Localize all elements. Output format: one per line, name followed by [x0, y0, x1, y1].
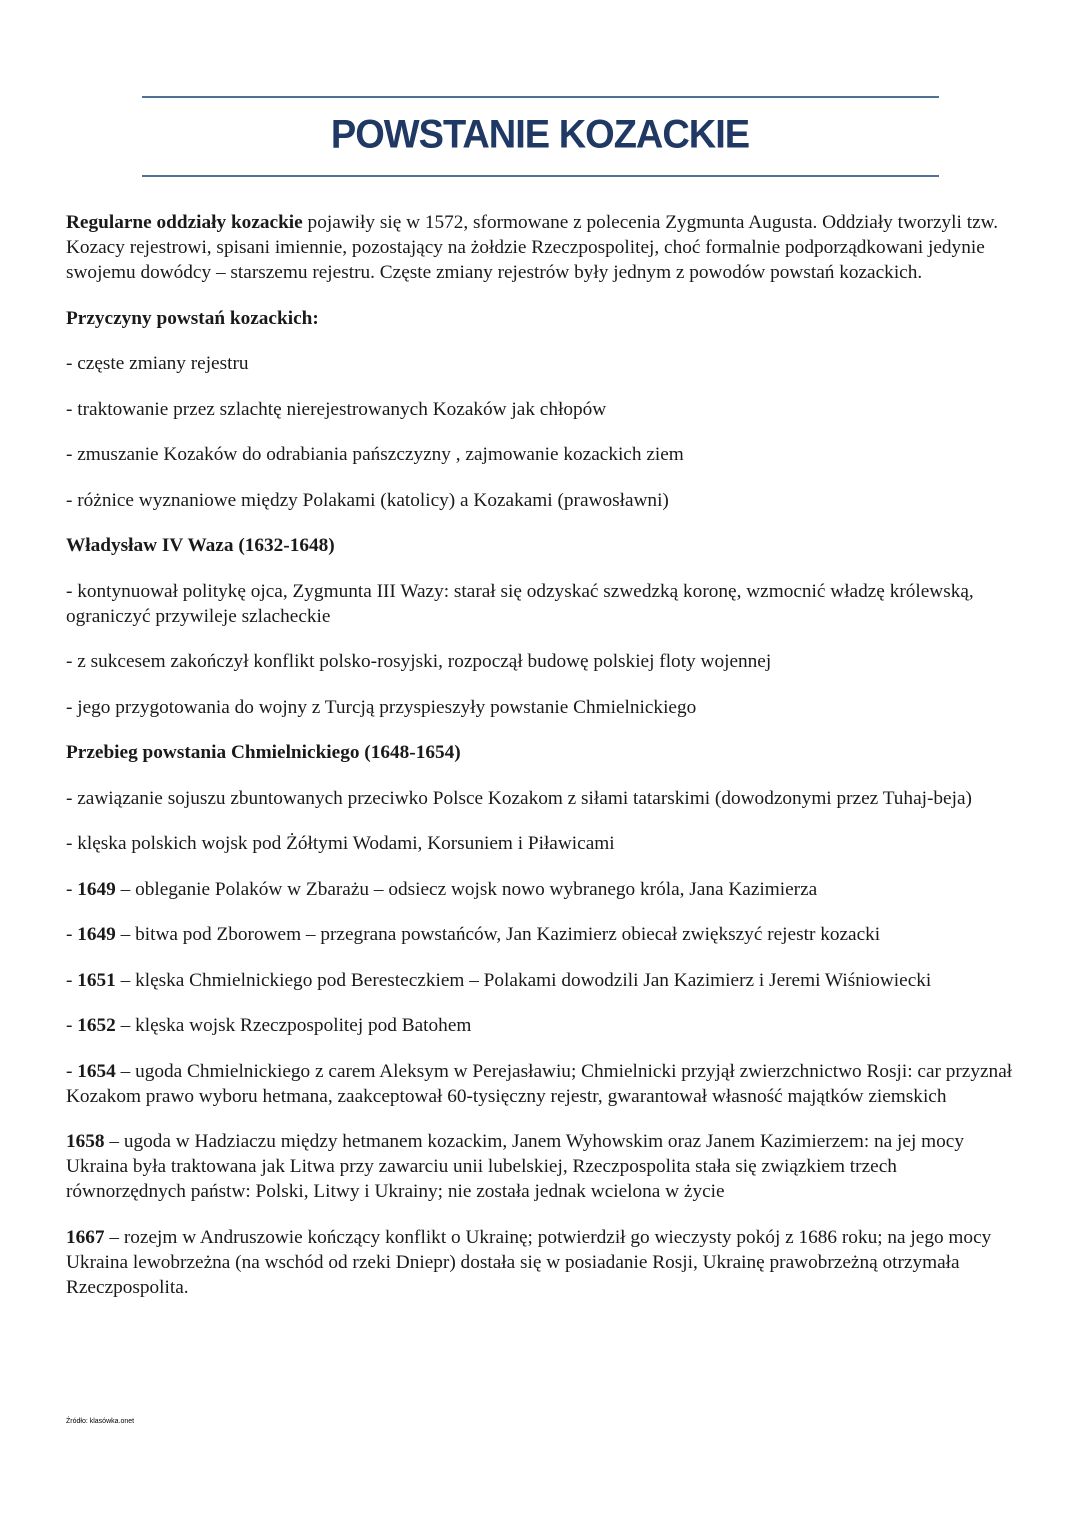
paragraph-bold-lead: 1667 — [66, 1226, 105, 1248]
paragraph — [66, 695, 1021, 720]
source-footer: Źródło: klasówka.onet — [66, 1418, 135, 1425]
paragraph — [66, 1129, 1021, 1204]
paragraph-bold-lead: Przebieg powstania Chmielnickiego (1648-1654) — [66, 742, 461, 763]
paragraph-prefix: - — [66, 969, 78, 991]
title-bottom-rule — [142, 175, 939, 177]
paragraph-bold-lead: 1658 — [66, 1131, 105, 1152]
paragraph-text: – ugoda Chmielnickiego z carem Aleksym w Perejasławiu; Chmielnicki przyjął zwierzchnictwo Rosji: car przyznał Kozakom prawo wyboru hetmana, zaakceptował 60-tysięczny rejestr, gwarantował własność majątków ziemskich — [66, 1060, 1013, 1107]
paragraph-text: - zawiązanie sojuszu zbuntowanych przeciwko Polsce Kozakom z siłami tatarskimi (dowodzonymi przez Tuhaj-beja) — [66, 787, 972, 809]
paragraph — [66, 579, 1021, 629]
paragraph-text: - z sukcesem zakończył konflikt polsko-rosyjski, rozpoczął budowę polskiej floty wojennej — [66, 651, 772, 672]
paragraph — [66, 831, 1021, 856]
paragraph — [66, 351, 1021, 376]
paragraph-text: - kontynuował politykę ojca, Zygmunta III Wazy: starał się odzyskać szwedzką koronę, wzmocnić władzę królewską, ograniczyć przywileje szlacheckie — [66, 580, 974, 627]
page-title: POWSTANIE KOZACKIE — [330, 112, 750, 158]
paragraph-bold-lead: 1649 — [77, 924, 116, 945]
paragraph — [66, 877, 1021, 902]
paragraph-bold-lead: Przyczyny powstań kozackich: — [66, 307, 319, 329]
paragraph-text: - traktowanie przez szlachtę nierejestrowanych Kozaków jak chłopów — [66, 398, 607, 420]
paragraph-bold-lead: 1652 — [77, 1015, 116, 1036]
paragraph-bold-lead: Władysław IV Waza (1632-1648) — [66, 535, 335, 556]
paragraph — [66, 1059, 1021, 1109]
paragraph — [66, 786, 1021, 811]
paragraph-text: - jego przygotowania do wojny z Turcją przyspieszyły powstanie Chmielnickiego — [66, 696, 697, 718]
paragraph-text: – bitwa pod Zborowem – przegrana powstańców, Jan Kazimierz obiecał zwiększyć rejestr kozacki — [115, 924, 881, 945]
paragraph-bold-lead: 1651 — [77, 969, 116, 991]
paragraph — [66, 968, 1021, 993]
paragraph-bold-lead: 1649 — [77, 878, 116, 900]
paragraph — [66, 533, 1021, 558]
paragraph-text: - różnice wyznaniowe między Polakami (katolicy) a Kozakami (prawosławni) — [66, 489, 669, 511]
paragraph — [66, 210, 1021, 285]
paragraph-text: - częste zmiany rejestru — [66, 353, 249, 374]
paragraph — [66, 1013, 1021, 1038]
paragraph-text: – klęska Chmielnickiego pod Beresteczkiem – Polakami dowodzili Jan Kazimierz i Jeremi Wiśniowiecki — [115, 969, 932, 991]
document-body — [66, 210, 1021, 1320]
paragraph-text: pojawiły się w 1572, sformowane z polecenia Zygmunta Augusta. Oddziały tworzyli tzw. Kozacy rejestrowi, spisani imiennie, pozostający na żołdzie Rzeczpospolitej, choć formalnie podporządkowani jedynie swojemu dowódcy – starszemu rejestru. Częste zmiany rejestrów były jednym z powodów powstań kozackich. — [66, 212, 999, 283]
paragraph-prefix: - — [66, 1015, 78, 1036]
paragraph — [66, 488, 1021, 513]
paragraph — [66, 442, 1021, 467]
paragraph-text: – rozejm w Andruszowie kończący konflikt o Ukrainę; potwierdził go wieczysty pokój z 1686 roku; na jego mocy Ukraina lewobrzeżna (na wschód od rzeki Dniepr) dostała się w posiadanie Rosji, Ukrainę prawobrzeżną otrzymała Rzeczpospolita. — [66, 1226, 992, 1298]
paragraph-text: - zmuszanie Kozaków do odrabiania pańszczyzny , zajmowanie kozackich ziem — [66, 444, 684, 465]
paragraph — [66, 306, 1021, 331]
paragraph — [66, 397, 1021, 422]
paragraph-prefix: - — [66, 924, 78, 945]
paragraph-prefix: - — [66, 1060, 78, 1082]
paragraph — [66, 1225, 1021, 1300]
paragraph — [66, 649, 1021, 674]
paragraph-text: – ugoda w Hadziaczu między hetmanem kozackim, Janem Wyhowskim oraz Janem Kazimierzem: na jej mocy Ukraina była traktowana jak Litwa przy zawarciu unii lubelskiej, Rzeczpospolita stała się związkiem trzech równorzędnych państw: Polski, Litwy i Ukrainy; nie została jednak wcielona w życie — [66, 1131, 964, 1202]
paragraph — [66, 922, 1021, 947]
paragraph — [66, 740, 1021, 765]
paragraph-prefix: - — [66, 878, 78, 900]
paragraph-text: – klęska wojsk Rzeczpospolitej pod Batohem — [115, 1015, 472, 1036]
paragraph-bold-lead: Regularne oddziały kozackie — [66, 212, 303, 233]
paragraph-bold-lead: 1654 — [77, 1060, 116, 1082]
title-top-rule — [142, 96, 939, 98]
paragraph-text: – obleganie Polaków w Zbarażu – odsiecz wojsk nowo wybranego króla, Jana Kazimierza — [115, 878, 818, 900]
paragraph-text: - klęska polskich wojsk pod Żółtymi Wodami, Korsuniem i Piławicami — [66, 833, 615, 854]
